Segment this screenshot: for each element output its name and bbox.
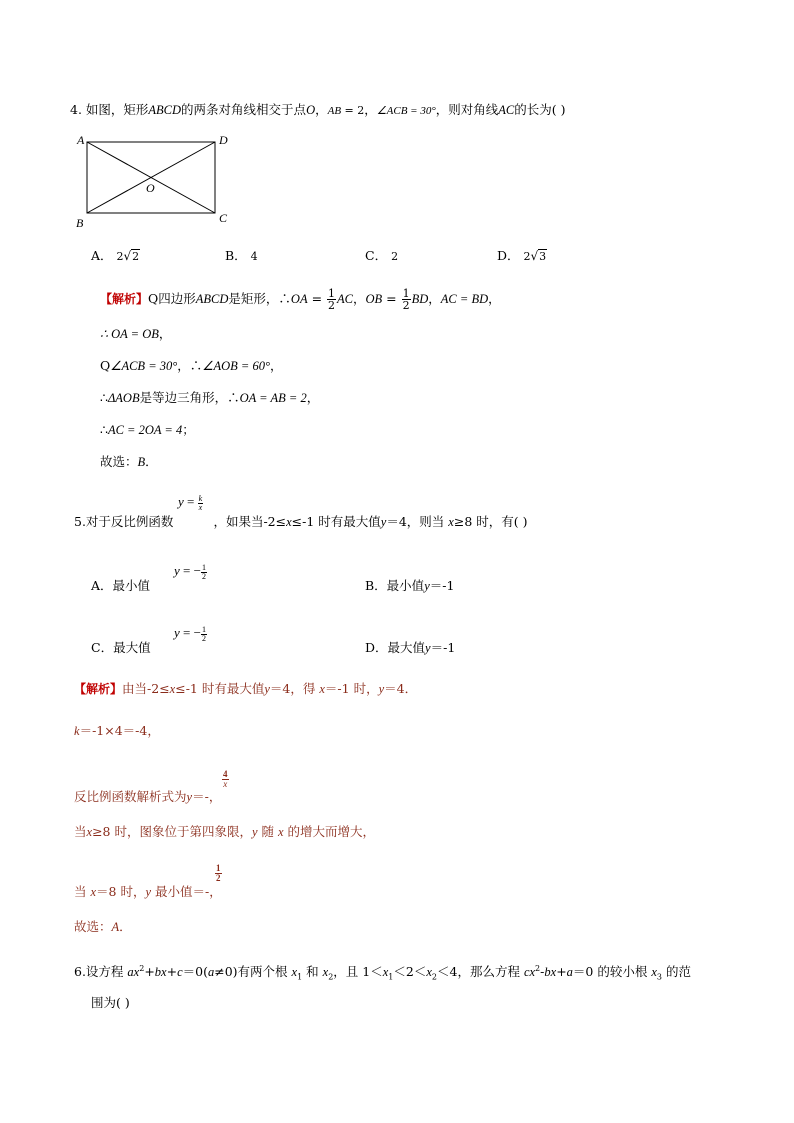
sol-text: ≥8 时，图象位于第四象限， <box>92 824 252 839</box>
q6-text: ＜4，那么方程 <box>437 964 524 980</box>
sol-text: ∴ <box>100 422 108 437</box>
q4-stem-abcd: ABCD <box>148 103 182 117</box>
fraction <box>215 864 222 883</box>
q6-math: c <box>177 965 183 980</box>
sol-text: 随 <box>257 824 278 839</box>
sol-math: ΔAOB <box>107 391 140 405</box>
sol-math: BD <box>411 292 429 306</box>
option-key: B． <box>225 248 247 263</box>
sol-math: OB <box>365 292 383 306</box>
sol-math: ABCD <box>195 292 229 306</box>
sol-text: 故选： <box>100 454 138 469</box>
radicand: 2 <box>132 250 140 263</box>
q6-text: ＜2＜ <box>393 964 427 980</box>
option-value: 2 <box>523 250 531 263</box>
sol-text: 由当-2≤ <box>122 681 170 696</box>
sol-text: ＝- <box>192 789 209 804</box>
sol-x: x <box>86 825 93 839</box>
q4-solution-line2 <box>100 326 171 342</box>
q5-option-a <box>91 578 150 594</box>
q4-stem-text2: 的两条对角线相交于点 <box>181 102 307 117</box>
sol-math: ∴ OA = OB <box>100 327 159 341</box>
q4-option-c <box>365 248 398 265</box>
sol-text: ∴ <box>100 390 108 405</box>
q5-solution-line5 <box>74 884 222 900</box>
label-b: B <box>76 216 84 230</box>
sol-text: ≤-1 时有最大值 <box>175 681 265 696</box>
q6-math: x <box>322 965 329 980</box>
sol-x: x <box>169 682 176 696</box>
q6-math: ax <box>127 965 140 980</box>
q5-solution-line4 <box>74 824 375 840</box>
q4-solution-answer <box>100 454 158 470</box>
sol-x: x <box>319 682 325 696</box>
q6-math: a <box>566 965 573 980</box>
denominator: x <box>198 502 203 512</box>
q4-option-d <box>497 248 547 265</box>
q6-math: bx <box>544 965 557 980</box>
option-value: 2 <box>391 250 399 263</box>
expr-y: y <box>174 625 180 640</box>
sol-text: ． <box>145 454 158 469</box>
q6-math: cx <box>523 965 536 980</box>
sqrt-sign: √3 <box>530 249 547 263</box>
sol-text: ＝4． <box>384 681 418 696</box>
fraction-k-over-x <box>198 495 204 512</box>
q4-option-b <box>225 248 258 265</box>
q6-math: bx <box>154 965 167 980</box>
q6-text: - <box>540 964 545 980</box>
sol-text: 是矩形，∴ <box>228 291 291 306</box>
q5-option-a-expr <box>174 563 207 581</box>
sol-math: OA = AB = 2 <box>239 391 307 405</box>
sol-text: 当 <box>74 824 87 839</box>
label-a: A <box>77 133 85 147</box>
q5-y: y <box>380 515 387 529</box>
q6-text: ≠0)有两个根 <box>214 964 292 980</box>
denominator: 2 <box>216 873 221 883</box>
sol-text: ， <box>158 326 172 341</box>
q5-function-expr <box>178 494 203 512</box>
q4-stem-tail1: ，则对角线 <box>435 102 499 117</box>
sol-x: x <box>90 885 97 899</box>
option-key: D． <box>497 248 520 263</box>
q6-math: x <box>382 965 389 980</box>
label-c: C <box>219 211 228 225</box>
sol-math: ∠AOB = 60° <box>202 359 270 373</box>
sol-text: ， <box>269 358 283 373</box>
sol-text: ， <box>306 390 320 405</box>
q5-solution-fraction-half <box>215 864 222 883</box>
option-key: A．最小值 <box>91 578 151 593</box>
q5-stem-text: ＝4，则当 <box>386 514 449 529</box>
sol-text: = <box>382 291 401 306</box>
sol-text: = <box>307 291 327 306</box>
sol-y: y <box>145 885 152 899</box>
sol-text: ， <box>353 291 366 306</box>
fraction-half <box>402 288 411 311</box>
q6-stem-line2 <box>91 995 130 1011</box>
q4-stem-eq2: = 2 <box>341 104 365 117</box>
q5-stem-text: ≥8 时，有( ) <box>453 514 528 529</box>
numerator: 1 <box>328 287 336 300</box>
q6-sub: 3 <box>656 972 662 982</box>
q4-stem-o: O <box>306 103 316 117</box>
q6-sub: 2 <box>328 972 334 982</box>
option-value: ＝-1 <box>429 578 455 593</box>
q5-stem-text: ，如果当-2≤ <box>213 514 287 529</box>
q4-stem-sep: ， <box>315 102 328 117</box>
sol-text: 是等边三角形，∴ <box>139 390 240 405</box>
numerator: 1 <box>216 863 221 873</box>
q5-solution-answer <box>74 919 132 935</box>
q4-rectangle-figure <box>72 130 242 230</box>
sol-text: 反比例函数解析式为 <box>74 789 187 804</box>
q6-math: a <box>208 965 215 980</box>
q6-stem <box>74 961 691 986</box>
sol-text: ， <box>209 884 222 899</box>
sol-text: 最小值＝- <box>151 884 210 899</box>
q6-text: 6.设方程 <box>74 964 128 980</box>
sol-answer: A <box>111 920 120 934</box>
numerator: k <box>198 493 203 503</box>
sol-text: ， <box>488 291 501 306</box>
q6-math: x <box>291 965 298 980</box>
expr-eq: = − <box>179 625 201 640</box>
sol-text: ， <box>428 291 441 306</box>
q4-solution-line1 <box>100 288 501 311</box>
q5-solution-line1 <box>74 681 417 697</box>
q5-option-c <box>91 640 151 656</box>
sol-text: ＝8 时， <box>96 884 146 899</box>
q4-stem <box>70 102 566 119</box>
sol-text: Q四边形 <box>148 291 196 306</box>
q6-text: + <box>166 964 178 980</box>
option-y: y <box>425 641 431 655</box>
q6-text: ，且 1＜ <box>333 964 383 980</box>
solution-tag: 【解析】 <box>74 682 123 696</box>
option-key: C． <box>365 248 388 263</box>
q4-solution-line3 <box>100 358 282 374</box>
q5-stem <box>74 514 527 530</box>
numerator: 1 <box>201 624 206 634</box>
q4-stem-ab: AB <box>327 105 342 117</box>
fraction-half <box>327 288 336 311</box>
sol-text: ＝-1×4＝-4， <box>79 723 160 738</box>
q6-math: x <box>651 965 657 980</box>
sol-y: y <box>264 682 270 696</box>
q6-sup: 2 <box>535 964 541 973</box>
q6-sup: 2 <box>139 964 145 973</box>
option-y: y <box>424 579 430 593</box>
sol-text: ． <box>119 919 132 934</box>
sol-answer: B <box>137 455 146 469</box>
sol-math: AC = 2OA = 4 <box>107 423 183 437</box>
q4-stem-ac: AC <box>498 103 515 117</box>
q5-stem-text: 5.对于反比例函数 <box>74 514 174 529</box>
q6-text: 围为( ) <box>91 995 130 1010</box>
q5-x: x <box>286 515 292 529</box>
sqrt-sign: √2 <box>123 249 140 263</box>
option-key: D．最大值 <box>365 640 426 655</box>
q5-stem-text: ≤-1 时有最大值 <box>291 514 381 529</box>
func-y: y <box>178 494 184 509</box>
q5-option-b <box>365 578 454 594</box>
q4-stem-tail2: 的长为( ) <box>514 102 566 117</box>
q6-text: ＝0( <box>182 964 208 980</box>
q5-solution-fraction-4-over-x <box>222 770 229 789</box>
q4-solution-line5 <box>100 422 195 438</box>
sol-y: y <box>251 825 258 839</box>
option-key: C．最大值 <box>91 640 151 655</box>
option-key: A． <box>91 248 113 263</box>
denominator: 2 <box>328 299 336 312</box>
expr-y: y <box>174 563 180 578</box>
q4-stem-text: 4. 如图，矩形 <box>70 102 149 117</box>
q6-text: 和 <box>302 964 323 980</box>
sol-text: 当 <box>74 884 91 899</box>
q6-text: + <box>144 964 155 980</box>
fraction-neg-half <box>201 564 207 581</box>
sol-y: y <box>378 682 385 696</box>
option-value: ＝-1 <box>430 640 456 655</box>
sol-text: 的增大而增大， <box>283 824 376 839</box>
numerator: 1 <box>201 562 206 572</box>
denominator: x <box>223 779 228 789</box>
denominator: 2 <box>201 633 206 643</box>
q4-option-a <box>91 248 140 265</box>
solution-tag: 【解析】 <box>100 292 149 306</box>
sol-text: ＝-1 时， <box>324 681 379 696</box>
sol-math: AC = BD <box>440 292 489 306</box>
func-eq: = <box>183 494 198 509</box>
denominator: 2 <box>402 299 410 312</box>
denominator: 2 <box>201 571 206 581</box>
q5-option-c-expr <box>174 625 207 643</box>
radicand: 3 <box>539 250 547 263</box>
option-value: 4 <box>250 250 258 263</box>
fraction-neg-half <box>201 626 207 643</box>
q5-x: x <box>448 515 454 529</box>
q4-stem-sep2: ， <box>364 102 377 117</box>
sol-math: AC <box>337 292 353 306</box>
label-o: O <box>146 181 155 195</box>
sol-math: ∠ACB = 30° <box>110 359 178 373</box>
sol-text: ； <box>182 422 195 437</box>
q6-text: + <box>556 964 567 980</box>
q5-option-d <box>365 640 455 656</box>
sol-math: OA <box>290 292 308 306</box>
sol-k: k <box>74 724 80 738</box>
q5-solution-line2 <box>74 723 160 739</box>
numerator: 4 <box>223 769 228 779</box>
q5-solution-line3 <box>74 789 221 805</box>
sol-x: x <box>278 825 284 839</box>
q6-text: ＝0 的较小根 <box>572 964 652 980</box>
q6-sub: 1 <box>388 972 394 982</box>
sol-text: Q <box>100 358 111 373</box>
expr-eq: = − <box>179 563 201 578</box>
sol-y: y <box>186 790 193 804</box>
sol-text: ，∴ <box>177 358 203 373</box>
sol-text: ＝4，得 <box>269 681 320 696</box>
q6-text: 的范 <box>661 964 691 980</box>
option-value: 2 <box>116 250 124 263</box>
label-d: D <box>219 133 228 147</box>
q4-solution-line4 <box>100 390 319 406</box>
q6-math: x <box>426 965 432 980</box>
numerator: 1 <box>402 287 410 300</box>
fraction <box>222 770 229 789</box>
sol-text: 故选： <box>74 919 112 934</box>
sol-text: ， <box>208 789 222 804</box>
q6-sub: 2 <box>431 972 437 982</box>
q6-sub: 1 <box>297 972 303 982</box>
q4-stem-angle: ∠ACB = 30° <box>376 105 436 117</box>
option-key: B．最小值 <box>365 578 425 593</box>
